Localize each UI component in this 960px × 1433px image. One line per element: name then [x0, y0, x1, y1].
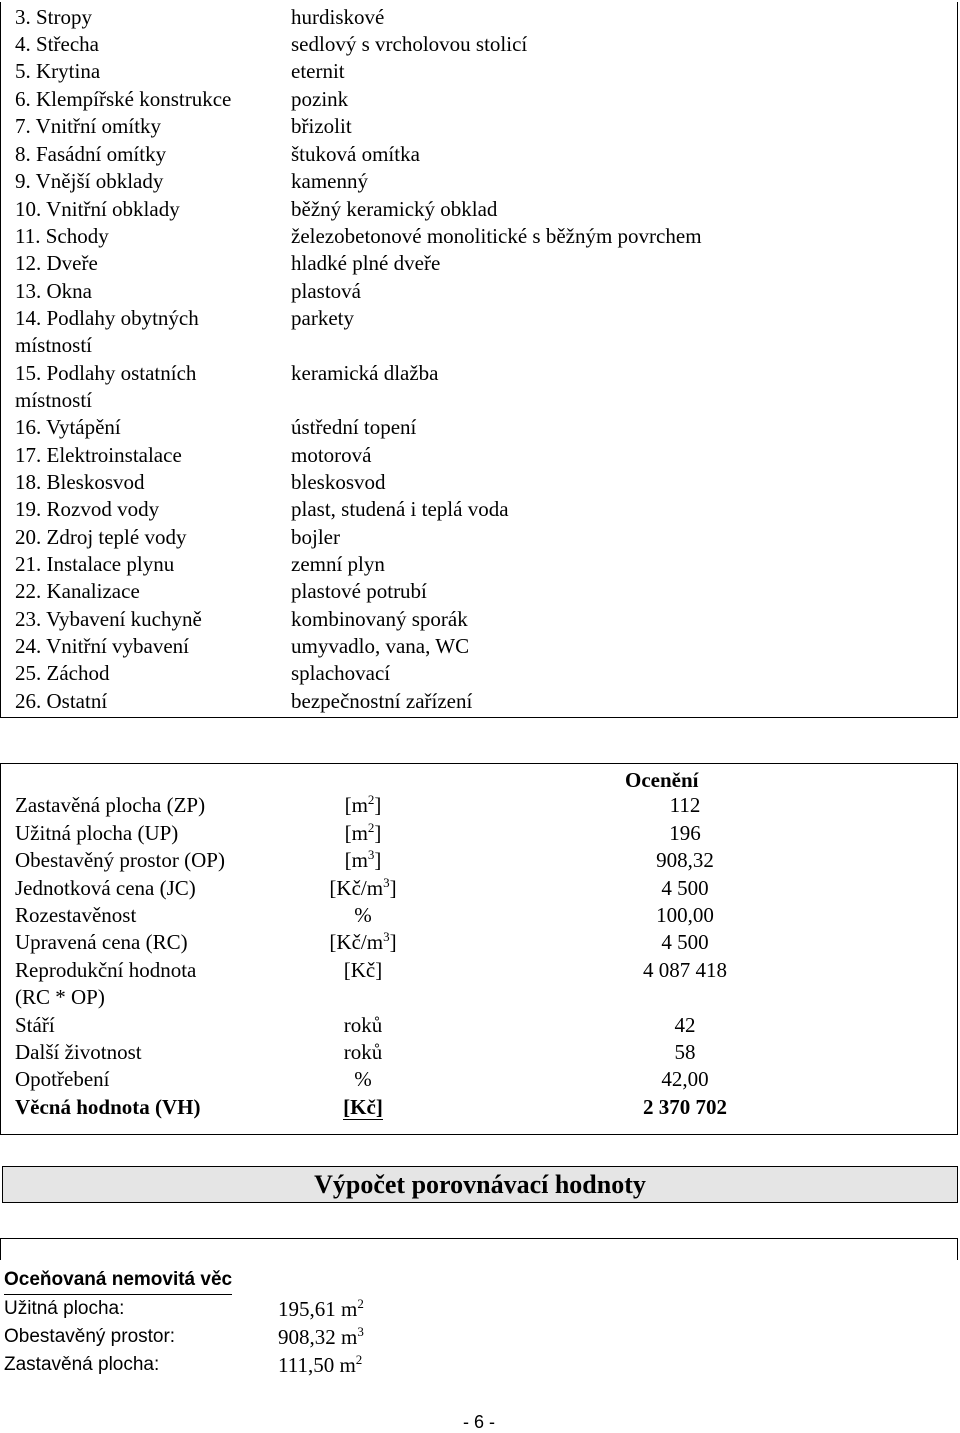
- spec-label: 5. Krytina: [15, 59, 101, 83]
- spec-label: 21. Instalace plynu: [15, 552, 175, 576]
- spec-label: 26. Ostatní: [15, 689, 108, 713]
- spec-value: motorová: [291, 443, 372, 467]
- page-number: - 6 -: [463, 1412, 496, 1432]
- valuation-row: [15, 902, 955, 929]
- unit-exponent: 3: [383, 875, 390, 890]
- subject-value-exponent: 2: [357, 1296, 364, 1311]
- valuation-unit: [283, 1066, 443, 1093]
- valuation-row: [15, 929, 955, 956]
- valuation-label: Reprodukční hodnota: [15, 958, 197, 982]
- spec-label: 18. Bleskosvod: [15, 470, 145, 494]
- valuation-unit: [283, 957, 443, 984]
- valuation-amount: 42: [674, 1013, 696, 1037]
- spec-label: 13. Okna: [15, 279, 92, 303]
- spec-value: eternit: [291, 59, 345, 83]
- valuation-row: [15, 875, 955, 902]
- spec-label: 14. Podlahy obytných: [15, 306, 199, 330]
- spec-label: 10. Vnitřní obklady: [15, 197, 180, 221]
- spec-label: 19. Rozvod vody: [15, 497, 160, 521]
- spec-value: kamenný: [291, 169, 368, 193]
- spec-label: 15. Podlahy ostatních: [15, 361, 197, 385]
- spec-label: místností: [15, 333, 93, 357]
- unit-text: %: [354, 1067, 372, 1091]
- spec-label: 22. Kanalizace: [15, 579, 140, 603]
- valuation-amount: 4 087 418: [643, 958, 727, 982]
- spec-label: 11. Schody: [15, 224, 109, 248]
- valuation-row: [15, 1094, 955, 1121]
- subject-value-exponent: 3: [357, 1324, 364, 1339]
- valuation-header: Ocenění: [625, 768, 699, 792]
- valuation-unit: [283, 902, 443, 929]
- unit-exponent: 2: [367, 792, 375, 807]
- spec-value: umyvadlo, vana, WC: [291, 634, 470, 658]
- valuation-amount: 100,00: [656, 903, 714, 927]
- spec-value: plastová: [291, 279, 361, 303]
- spec-label: 23. Vybavení kuchyně: [15, 607, 202, 631]
- unit-exponent: 2: [367, 820, 375, 835]
- valuation-unit: [283, 875, 443, 902]
- valuation-label: Opotřebení: [15, 1067, 110, 1091]
- spec-label: 9. Vnější obklady: [15, 169, 164, 193]
- spec-label: 20. Zdroj teplé vody: [15, 525, 187, 549]
- spec-value: splachovací: [291, 661, 391, 685]
- valuation-label: Jednotková cena (JC): [15, 876, 196, 900]
- valuation-unit: [283, 820, 443, 847]
- spec-value: plast, studená i teplá voda: [291, 497, 509, 521]
- subject-label: Zastavěná plocha:: [4, 1354, 160, 1375]
- unit-close: ]: [374, 848, 382, 872]
- valuation-row: [15, 1039, 955, 1066]
- spec-label: 24. Vnitřní vybavení: [15, 634, 190, 658]
- spec-label: 25. Záchod: [15, 661, 110, 685]
- valuation-label: Užitná plocha (UP): [15, 821, 179, 845]
- valuation-unit: [283, 1094, 443, 1121]
- spec-value: bojler: [291, 525, 340, 549]
- spec-label: 3. Stropy: [15, 5, 93, 29]
- valuation-row: [15, 820, 955, 847]
- subject-row: [4, 1295, 364, 1323]
- valuation-row: [15, 847, 955, 874]
- subject-block: [4, 1266, 364, 1379]
- spec-value: bleskosvod: [291, 470, 386, 494]
- unit-text: %: [354, 903, 372, 927]
- spec-label: 6. Klempířské konstrukce: [15, 87, 232, 111]
- valuation-table: [0, 763, 958, 1135]
- spec-value: hladké plné dveře: [291, 251, 441, 275]
- valuation-amount: 4 500: [661, 930, 709, 954]
- valuation-amount: 4 500: [661, 876, 709, 900]
- valuation-amount: 58: [674, 1040, 696, 1064]
- unit-text: [Kč]: [343, 1095, 383, 1119]
- spec-value: sedlový s vrcholovou stolicí: [291, 32, 528, 56]
- valuation-unit: [283, 847, 443, 874]
- unit-text: roků: [343, 1013, 383, 1037]
- subject-label: Užitná plocha:: [4, 1298, 125, 1319]
- subject-value: [278, 1295, 364, 1323]
- unit-text: [Kč/m: [329, 930, 384, 954]
- spec-label: 4. Střecha: [15, 32, 99, 56]
- subject-value-exponent: 2: [355, 1352, 363, 1367]
- subject-title: Oceňovaná nemovitá věc: [4, 1266, 232, 1295]
- spec-value: parkety: [291, 306, 354, 330]
- spec-value: štuková omítka: [291, 142, 420, 166]
- valuation-row: [15, 1066, 955, 1093]
- unit-text: [m: [344, 793, 368, 817]
- spec-value: kombinovaný sporák: [291, 607, 468, 631]
- unit-text: roků: [343, 1040, 383, 1064]
- unit-text: [Kč/m: [329, 876, 384, 900]
- spec-value: zemní plyn: [291, 552, 385, 576]
- valuation-label: Rozestavěnost: [15, 903, 137, 927]
- valuation-amount: 2 370 702: [643, 1095, 727, 1119]
- spec-label: 12. Dveře: [15, 251, 98, 275]
- spec-label: 17. Elektroinstalace: [15, 443, 182, 467]
- building-specs-table: [0, 2, 958, 718]
- unit-close: ]: [389, 876, 397, 900]
- spec-value: běžný keramický obklad: [291, 197, 498, 221]
- valuation-unit: [283, 792, 443, 819]
- subject-frame: [0, 1238, 958, 1260]
- valuation-amount: 196: [669, 821, 701, 845]
- spec-value: ústřední topení: [291, 415, 417, 439]
- unit-close: ]: [374, 793, 382, 817]
- subject-value: [278, 1351, 362, 1379]
- subject-label: Obestavěný prostor:: [4, 1326, 176, 1347]
- valuation-unit: [283, 1012, 443, 1039]
- unit-exponent: 3: [383, 929, 390, 944]
- spec-value: plastové potrubí: [291, 579, 427, 603]
- spec-value: hurdiskové: [291, 5, 385, 29]
- valuation-label: Upravená cena (RC): [15, 930, 188, 954]
- valuation-row: [15, 984, 955, 1011]
- valuation-row: [15, 1012, 955, 1039]
- spec-value: pozink: [291, 87, 349, 111]
- spec-label: 16. Vytápění: [15, 415, 121, 439]
- spec-value: břizolit: [291, 114, 352, 138]
- valuation-amount: 112: [669, 793, 701, 817]
- subject-row: [4, 1351, 363, 1379]
- unit-text: [m: [344, 848, 368, 872]
- unit-exponent: 3: [367, 847, 375, 862]
- spec-label: místností: [15, 388, 93, 412]
- valuation-row: [15, 957, 955, 984]
- subject-value: [278, 1323, 364, 1351]
- unit-text: [Kč]: [343, 958, 383, 982]
- valuation-label: Obestavěný prostor (OP): [15, 848, 225, 872]
- valuation-label: Zastavěná plocha (ZP): [15, 793, 206, 817]
- spec-label: 7. Vnitřní omítky: [15, 114, 162, 138]
- subject-value-text: 195,61 m: [278, 1297, 358, 1321]
- spec-value: bezpečnostní zařízení: [291, 689, 473, 713]
- valuation-row: [15, 792, 955, 819]
- subject-row: [4, 1323, 364, 1351]
- valuation-unit: [283, 929, 443, 956]
- valuation-label: (RC * OP): [15, 985, 105, 1009]
- unit-text: [m: [344, 821, 368, 845]
- valuation-label: Další životnost: [15, 1040, 142, 1064]
- spec-value: železobetonové monolitické s běžným povrchem: [291, 224, 702, 248]
- section-title: Výpočet porovnávací hodnoty: [2, 1166, 958, 1203]
- spec-label: 8. Fasádní omítky: [15, 142, 167, 166]
- valuation-amount: 908,32: [656, 848, 714, 872]
- subject-value-text: 908,32 m: [278, 1325, 358, 1349]
- valuation-amount: 42,00: [661, 1067, 709, 1091]
- valuation-unit: [283, 1039, 443, 1066]
- valuation-label: Věcná hodnota (VH): [15, 1095, 201, 1119]
- unit-close: ]: [374, 821, 382, 845]
- valuation-label: Stáří: [15, 1013, 55, 1037]
- spec-value: keramická dlažba: [291, 361, 439, 385]
- unit-close: ]: [389, 930, 397, 954]
- subject-value-text: 111,50 m: [278, 1353, 356, 1377]
